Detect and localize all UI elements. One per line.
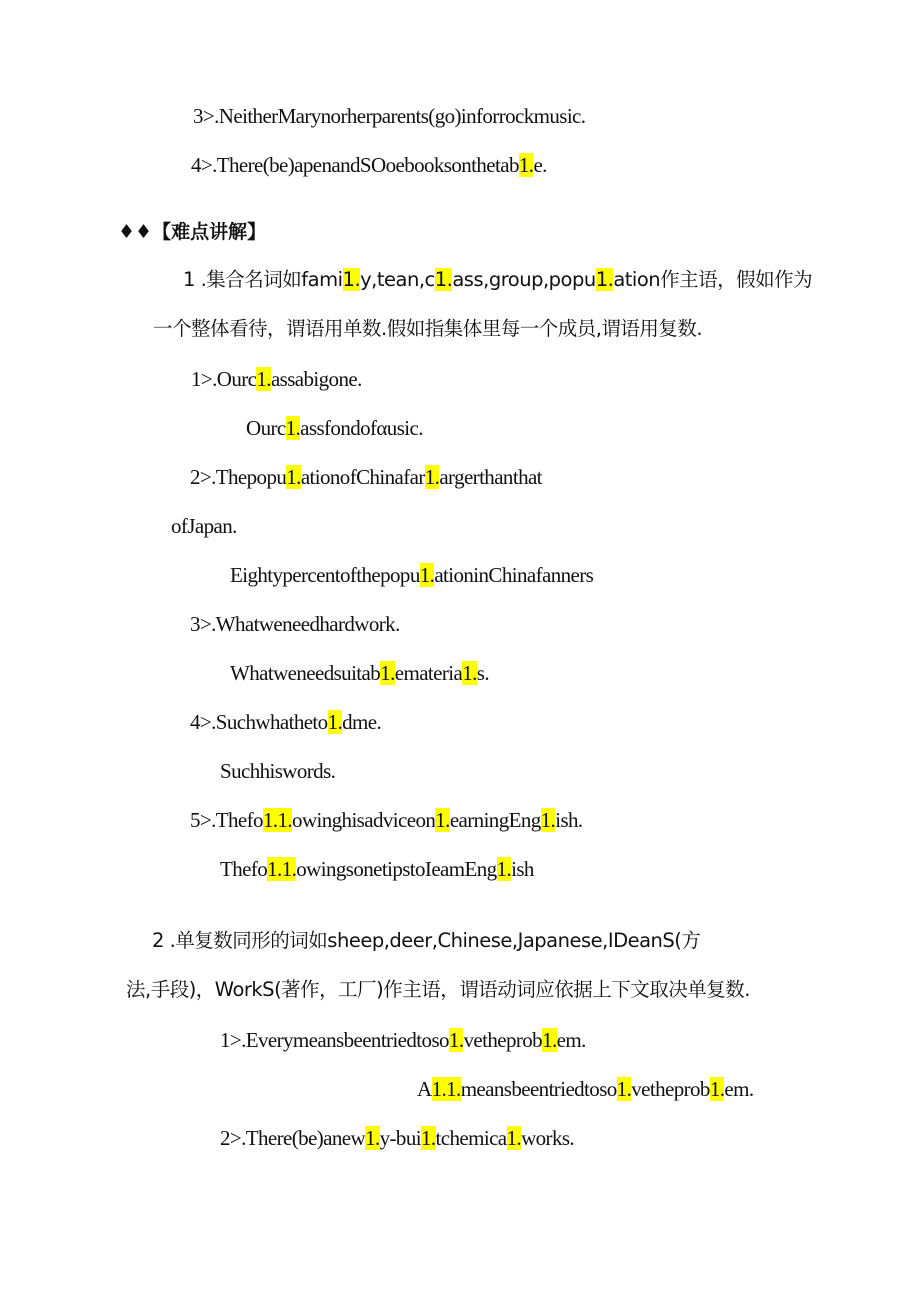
text: A [417, 1077, 432, 1101]
highlight: 1. [327, 710, 343, 734]
paragraph-line [126, 975, 750, 1005]
highlight: 1. [342, 268, 361, 291]
text: ish. [555, 808, 583, 832]
text: meansbeentriedtoso [460, 1077, 617, 1101]
text: 1>.Ourc [191, 367, 257, 391]
highlight: 1. [595, 268, 614, 291]
text: 2>.Thepopu [190, 465, 287, 489]
text: ish [511, 857, 534, 881]
text: 4>.Suchwhatheto [190, 710, 328, 734]
example-line [191, 150, 547, 180]
heading-text: 【难点讲解】 [152, 221, 267, 243]
example-line [220, 1025, 586, 1055]
text: 5>.Thefo [190, 808, 263, 832]
paragraph-line [183, 265, 812, 295]
paragraph-line [152, 926, 700, 956]
text: 4>.There(be)apenandSOoebooksonthetab [191, 153, 519, 177]
highlight: 1. [286, 465, 301, 489]
text: s. [476, 661, 490, 685]
text: 3>.Whatweneedhardwork. [190, 612, 400, 636]
text: owinghisadviceon [292, 808, 436, 832]
example-line [193, 101, 585, 131]
example-line [220, 756, 335, 786]
highlight: 1. [448, 1028, 464, 1052]
example-line [220, 854, 534, 884]
highlight: 1. [518, 153, 534, 177]
diamond-icon: ♦♦ [118, 221, 153, 243]
example-line [190, 707, 381, 737]
highlight: 1. [256, 367, 271, 391]
text: em. [724, 1077, 754, 1101]
example-line [191, 364, 362, 394]
highlight: 1. [419, 563, 435, 587]
text: 1>.Everymeansbeentriedtoso [220, 1028, 449, 1052]
text: vetheprob [463, 1028, 543, 1052]
text: argerthanthat [439, 465, 542, 489]
section-heading [118, 217, 266, 247]
text: y,tean,c [360, 268, 435, 291]
text: emateria [394, 661, 463, 685]
highlight: 1. [285, 416, 301, 440]
example-line [190, 805, 583, 835]
highlight: 1. [542, 1028, 557, 1052]
text: e. [533, 153, 547, 177]
highlight: 1.1. [267, 857, 297, 881]
text: ationofChinafar [300, 465, 425, 489]
highlight: 1. [365, 1126, 380, 1150]
text: 2>.There(be)anew [220, 1126, 366, 1150]
highlight: 1. [462, 661, 477, 685]
text: works. [521, 1126, 575, 1150]
highlight: 1.1. [262, 808, 293, 832]
text: 2 .单复数同形的词如sheep,deer,Chinese,Japanese,IDeanS(方 [152, 929, 701, 952]
text: Eightypercentofthepopu [230, 563, 420, 587]
example-line [190, 462, 542, 492]
text: Whatweneedsuitab [230, 661, 381, 685]
example-line [230, 658, 489, 688]
text: ation作主语，假如作为 [613, 268, 813, 291]
text: earningEng [449, 808, 541, 832]
text: Ourc [246, 416, 286, 440]
highlight: 1. [709, 1077, 725, 1101]
text: y-bui [379, 1126, 421, 1150]
text: Thefo [220, 857, 268, 881]
text: owingsonetipstoIeamEng [296, 857, 497, 881]
text: 3>.NeitherMarynorherparents(go)inforrockmusic. [193, 104, 586, 128]
text: dme. [342, 710, 382, 734]
paragraph-line [153, 314, 702, 344]
highlight: 1. [506, 1126, 522, 1150]
example-line [417, 1074, 753, 1104]
text: vetheprob [631, 1077, 710, 1101]
highlight: 1. [496, 857, 512, 881]
text: Suchhiswords. [220, 759, 336, 783]
text: ofJapan. [171, 514, 237, 538]
example-line [230, 560, 593, 590]
highlight: 1. [435, 808, 450, 832]
text: assabigone. [270, 367, 362, 391]
example-line [190, 609, 400, 639]
highlight: 1.1. [431, 1077, 461, 1101]
text: tchemica [435, 1126, 507, 1150]
example-line [171, 511, 237, 541]
highlight: 1. [434, 268, 453, 291]
text: 一个整体看待，谓语用单数.假如指集体里每一个成员,谓语用复数. [153, 317, 703, 340]
text: em. [556, 1028, 586, 1052]
example-line [220, 1123, 574, 1153]
highlight: 1. [424, 465, 440, 489]
example-line [246, 413, 423, 443]
highlight: 1. [420, 1126, 436, 1150]
highlight: 1. [616, 1077, 632, 1101]
highlight: 1. [380, 661, 395, 685]
text: 1 .集合名词如fami [183, 268, 343, 291]
text: assfondofαusic. [300, 416, 423, 440]
text: 法,手段)，WorkS(著作，工厂)作主语，谓语动词应依据上下文取决单复数. [126, 978, 750, 1001]
text: ationinChinafanners [434, 563, 594, 587]
highlight: 1. [540, 808, 556, 832]
text: ass,group,popu [452, 268, 596, 291]
